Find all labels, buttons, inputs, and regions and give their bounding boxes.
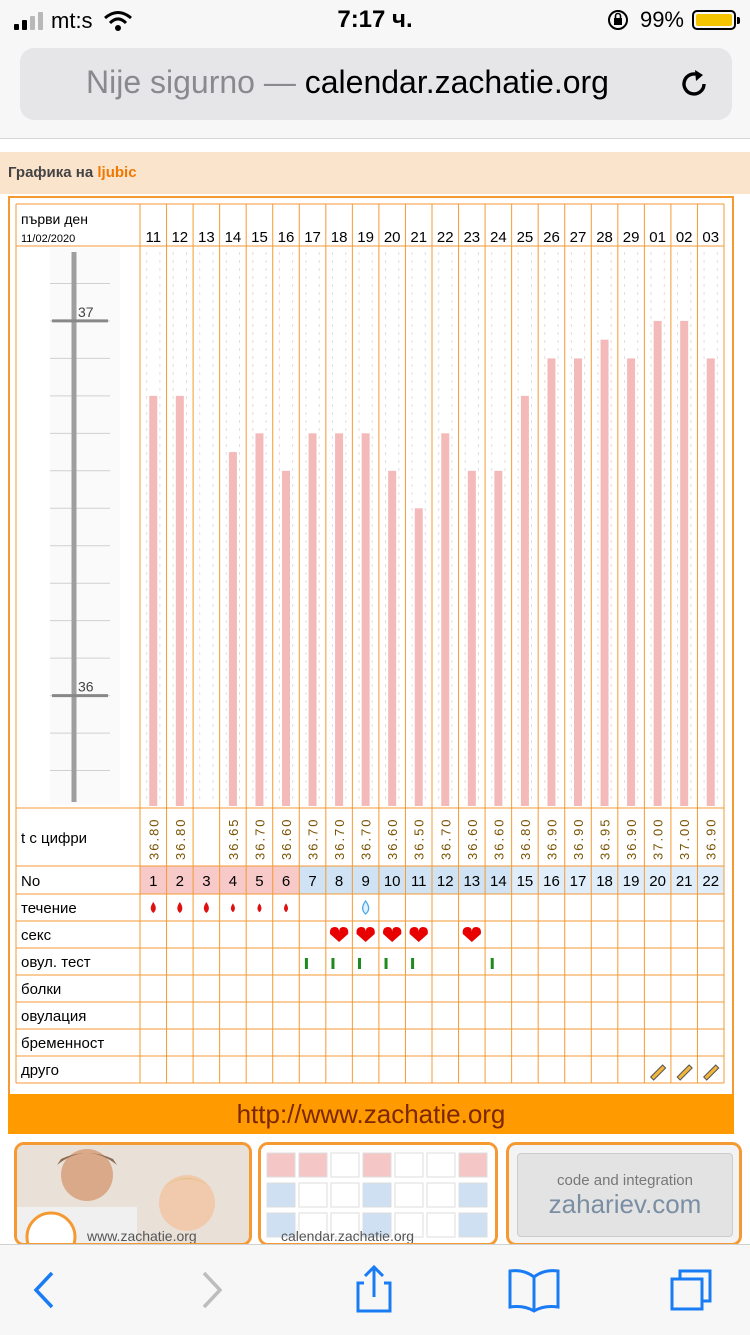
- temp-value: 36.60: [385, 817, 401, 860]
- browser-toolbar: [0, 1244, 750, 1335]
- date-label: 21: [410, 229, 428, 246]
- date-label: 15: [251, 229, 268, 246]
- calendar-preview-cell: [363, 1153, 391, 1177]
- temp-value: 36.90: [571, 817, 586, 860]
- date-label: 23: [463, 229, 481, 246]
- calendar-preview-cell: [427, 1153, 455, 1177]
- banner2-url: calendar.zachatie.org: [281, 1228, 415, 1243]
- temp-bar: [654, 321, 662, 806]
- calendar-preview-cell: [299, 1183, 327, 1207]
- temp-value: 36.60: [464, 817, 480, 860]
- temp-value: 36.90: [544, 817, 560, 860]
- day-number: 22: [702, 873, 720, 890]
- date-label: 13: [198, 229, 215, 246]
- temp-bar: [335, 433, 343, 806]
- banner-zahariev[interactable]: [506, 1142, 742, 1246]
- status-bar: [0, 0, 750, 40]
- date-label: 18: [330, 229, 348, 246]
- date-label: 24: [490, 229, 507, 246]
- calendar-preview-cell: [395, 1153, 423, 1177]
- day-number: 4: [228, 873, 238, 890]
- row-label: овулация: [21, 1008, 87, 1025]
- calendar-preview-cell: [459, 1153, 487, 1177]
- temp-bar: [468, 471, 476, 806]
- date-label: 26: [543, 229, 560, 246]
- ovulation-test-icon: [358, 958, 361, 969]
- water-drop-icon: [363, 901, 369, 914]
- date-label: 22: [436, 229, 454, 246]
- day-number: 17: [569, 873, 587, 890]
- ovulation-test-icon: [491, 958, 494, 969]
- heart-icon: [330, 927, 348, 942]
- calendar-preview-cell: [395, 1183, 423, 1207]
- temp-bar: [627, 358, 635, 806]
- date-label: 14: [224, 229, 242, 246]
- page-header: [0, 152, 750, 194]
- blood-drop-icon: [257, 903, 261, 912]
- calendar-preview-cell: [331, 1183, 359, 1207]
- heart-icon: [356, 927, 374, 942]
- temp-value: 36.95: [597, 817, 613, 860]
- temp-value: 36.70: [438, 817, 454, 860]
- date-label: 12: [171, 229, 189, 246]
- day-number: 2: [175, 873, 184, 890]
- blood-drop-icon: [204, 902, 209, 913]
- temp-bar: [707, 358, 715, 806]
- temp-bar: [494, 471, 502, 806]
- family-photo-image: [17, 1145, 249, 1243]
- day-number: 21: [675, 873, 693, 890]
- day-number: 15: [516, 873, 534, 890]
- ovulation-test-icon: [305, 958, 308, 969]
- day-number: 9: [361, 873, 370, 890]
- banner-brand-text: zahariev.com: [548, 1189, 702, 1219]
- calendar-preview-cell: [459, 1183, 487, 1207]
- first-day-label: първи ден: [21, 211, 88, 227]
- date-label: 02: [675, 229, 693, 246]
- temp-value: 36.50: [411, 817, 427, 860]
- temp-value: 36.70: [305, 817, 321, 860]
- date-label: 29: [622, 229, 640, 246]
- temp-value: 36.70: [358, 817, 374, 860]
- calendar-preview-cell: [427, 1213, 455, 1237]
- date-label: 20: [383, 229, 401, 246]
- date-label: 28: [596, 229, 613, 246]
- scale-label: 37: [78, 303, 94, 320]
- temperature-chart-table: [8, 196, 734, 1128]
- day-number: 8: [334, 873, 344, 890]
- no-row-label: No: [21, 873, 41, 890]
- scale-area: [50, 248, 120, 804]
- row-label: бременност: [21, 1035, 105, 1052]
- day-number: 5: [255, 873, 264, 890]
- date-label: 16: [277, 229, 295, 246]
- date-label: 01: [649, 229, 666, 246]
- temp-value: 36.80: [146, 817, 162, 860]
- banner-calendar[interactable]: [258, 1142, 498, 1246]
- browser-address-area: [0, 40, 750, 139]
- temp-bar: [282, 471, 290, 806]
- row-label: течение: [21, 900, 77, 917]
- banner1-url: www.zachatie.org: [87, 1228, 197, 1243]
- banner-row: [0, 1138, 750, 1248]
- day-number: 7: [308, 873, 317, 890]
- address-bar[interactable]: [20, 48, 732, 120]
- calendar-preview-cell: [267, 1183, 295, 1207]
- calendar-preview-cell: [459, 1213, 487, 1237]
- temp-bar: [309, 433, 317, 806]
- temp-value: 36.70: [252, 817, 268, 860]
- day-number: 19: [622, 873, 640, 890]
- date-label: 25: [516, 229, 534, 246]
- battery-percent: 99%: [639, 7, 684, 32]
- calendar-preview-image: [261, 1145, 495, 1243]
- day-number: 12: [436, 873, 454, 890]
- first-day-date: 11/02/2020: [21, 233, 76, 245]
- temp-bar: [415, 508, 423, 806]
- day-number: 11: [410, 873, 427, 890]
- calendar-preview-cell: [267, 1153, 295, 1177]
- back-icon[interactable]: [20, 1265, 80, 1315]
- day-number: 1: [149, 873, 158, 890]
- temp-bar: [255, 433, 263, 806]
- forward-icon[interactable]: [180, 1265, 240, 1315]
- blood-drop-icon: [284, 903, 288, 912]
- orientation-lock-icon: [606, 8, 630, 32]
- temp-bar: [362, 433, 370, 806]
- ovulation-test-icon: [411, 958, 414, 969]
- pencil-icon: [704, 1065, 719, 1080]
- temp-value: 37.00: [677, 817, 693, 860]
- tabs-icon[interactable]: [664, 1265, 724, 1315]
- date-label: 27: [569, 229, 587, 246]
- reload-icon[interactable]: [678, 68, 710, 100]
- temp-value: 36.90: [624, 817, 640, 860]
- bookmarks-icon[interactable]: [504, 1265, 564, 1315]
- bbt-chart: [10, 198, 732, 1126]
- date-label: 17: [304, 229, 321, 246]
- temp-bar: [521, 396, 529, 806]
- temp-bar: [547, 358, 555, 806]
- temp-value: 36.90: [703, 817, 719, 860]
- banner-code-text: code and integration: [557, 1172, 693, 1189]
- calendar-preview-cell: [363, 1183, 391, 1207]
- blood-drop-icon: [177, 902, 182, 913]
- username-link[interactable]: ljubic: [97, 164, 137, 181]
- battery-icon: [692, 10, 736, 30]
- temp-value: 37.00: [650, 817, 666, 860]
- temp-bar: [601, 340, 609, 806]
- heart-icon: [463, 927, 481, 942]
- ovulation-test-icon: [385, 958, 388, 969]
- temp-bar: [149, 396, 157, 806]
- day-number: 20: [649, 873, 666, 890]
- pencil-icon: [677, 1065, 692, 1080]
- ovulation-test-icon: [331, 958, 334, 969]
- heart-icon: [410, 927, 428, 942]
- temp-bar: [574, 358, 582, 806]
- temp-row-label: t с цифри: [21, 830, 88, 847]
- temp-bar: [441, 433, 449, 806]
- temp-value: 36.60: [491, 817, 507, 860]
- temp-bar: [388, 471, 396, 806]
- share-icon[interactable]: [344, 1265, 404, 1315]
- temp-bar: [229, 452, 237, 806]
- day-number: 14: [490, 873, 507, 890]
- row-label: овул. тест: [21, 954, 91, 971]
- calendar-preview-cell: [331, 1153, 359, 1177]
- page-title: Графика на ljubic: [8, 164, 137, 181]
- clock: 7:17 ч.: [337, 6, 413, 33]
- date-label: 03: [702, 229, 720, 246]
- day-number: 6: [281, 873, 291, 890]
- date-label: 11: [145, 229, 162, 246]
- banner-zachatie[interactable]: [14, 1142, 252, 1246]
- day-number: 16: [543, 873, 560, 890]
- carrier-name: mt:s: [51, 8, 93, 33]
- day-number: 3: [202, 873, 211, 890]
- row-label: секс: [21, 927, 52, 944]
- temp-value: 36.60: [279, 817, 294, 860]
- temp-value: 36.80: [517, 817, 533, 860]
- scale-label: 36: [78, 678, 94, 695]
- temp-value: 36.80: [172, 817, 188, 860]
- temp-bar: [680, 321, 688, 806]
- footer-link[interactable]: http://www.zachatie.org: [8, 1094, 734, 1134]
- insecure-label: Nije sigurno —: [86, 64, 296, 100]
- url-domain: calendar.zachatie.org: [304, 64, 609, 100]
- date-label: 19: [357, 229, 374, 246]
- temp-value: 36.70: [332, 817, 348, 860]
- day-number: 13: [463, 873, 481, 890]
- heart-icon: [383, 927, 401, 942]
- row-label: болки: [21, 981, 62, 998]
- calendar-preview-cell: [299, 1153, 327, 1177]
- day-number: 18: [596, 873, 613, 890]
- blood-drop-icon: [151, 902, 156, 913]
- row-label: друго: [21, 1062, 59, 1079]
- temp-value: 36.65: [225, 817, 241, 860]
- blood-drop-icon: [231, 903, 235, 912]
- calendar-preview-cell: [427, 1183, 455, 1207]
- day-number: 10: [383, 873, 401, 890]
- temp-bar: [176, 396, 184, 806]
- pencil-icon: [651, 1065, 666, 1080]
